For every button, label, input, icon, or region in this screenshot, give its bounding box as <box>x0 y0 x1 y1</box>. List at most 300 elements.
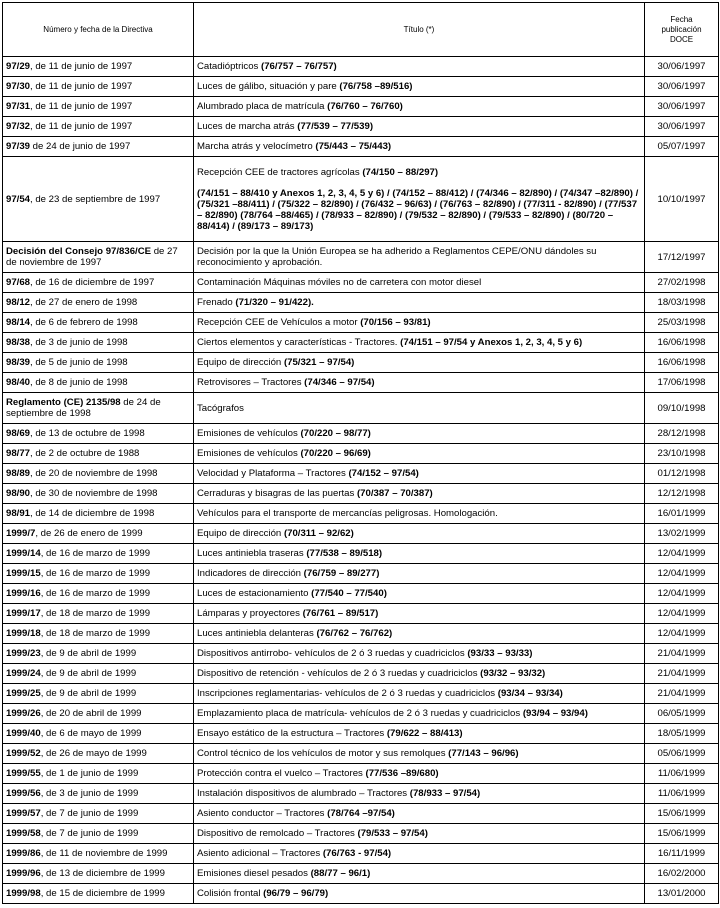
directive-title-cell <box>194 157 645 242</box>
publication-date: 16/01/1999 <box>645 504 719 524</box>
directive-date: , de 11 de junio de 1997 <box>30 81 133 92</box>
directive-number: 1999/86 <box>6 848 41 859</box>
publication-date: 17/06/1998 <box>645 373 719 393</box>
directive-title: Dispositivo de retención - vehículos de 2 ó 3 ruedas y cuadriciclos <box>197 668 481 679</box>
directive-title-cell <box>194 117 645 137</box>
directive-date: , de 1 de junio de 1999 <box>40 768 139 779</box>
directive-number-cell <box>3 157 194 242</box>
directive-title-cell <box>194 137 645 157</box>
directive-reference: (78/764 –97/54) <box>327 808 395 819</box>
directive-date: , de 16 de marzo de 1999 <box>40 548 151 559</box>
directive-reference: (77/540 – 77/540) <box>311 588 387 599</box>
publication-date: 25/03/1998 <box>645 313 719 333</box>
directive-number-cell <box>3 524 194 544</box>
directive-date: , de 14 de diciembre de 1998 <box>30 508 155 519</box>
directive-number: 97/29 <box>6 61 31 72</box>
publication-date: 12/04/1999 <box>645 544 719 564</box>
directive-title-cell <box>194 444 645 464</box>
header-publication-date <box>645 3 719 57</box>
directive-title: Ensayo estático de la estructura – Tractores <box>197 728 387 739</box>
table-row <box>3 524 719 544</box>
directive-title: Tacógrafos <box>197 402 244 414</box>
directive-title-cell <box>194 564 645 584</box>
directive-number: 1999/16 <box>6 588 41 599</box>
directive-date: , de 20 de noviembre de 1998 <box>30 468 158 479</box>
directive-date: , de 27 de enero de 1998 <box>30 297 138 308</box>
directive-reference: (78/933 – 97/54) <box>409 788 481 799</box>
directive-date: , de 8 de junio de 1998 <box>30 377 128 388</box>
directive-date: , de 3 de junio de 1998 <box>30 337 128 348</box>
directive-title: Emisiones de vehículos <box>197 448 301 459</box>
directive-date: , de 26 de enero de 1999 <box>35 528 143 539</box>
table-row <box>3 564 719 584</box>
directive-number-cell <box>3 644 194 664</box>
directive-title-cell <box>194 504 645 524</box>
directive-title-cell <box>194 333 645 353</box>
directive-title: Luces antiniebla delanteras <box>197 628 317 639</box>
publication-date: 12/04/1999 <box>645 624 719 644</box>
table-row <box>3 484 719 504</box>
directive-title-cell <box>194 684 645 704</box>
directive-number-cell <box>3 484 194 504</box>
publication-date: 11/06/1999 <box>645 784 719 804</box>
directive-title: Recepción CEE de Vehículos a motor <box>197 317 361 328</box>
table-row <box>3 624 719 644</box>
directive-number-cell <box>3 57 194 77</box>
publication-date: 15/06/1999 <box>645 824 719 844</box>
directive-title: Catadióptricos <box>197 61 261 72</box>
table-row <box>3 704 719 724</box>
directive-reference: (74/346 – 97/54) <box>304 377 375 388</box>
header-pub-line1: Fecha <box>670 14 693 24</box>
directive-title-cell <box>194 604 645 624</box>
table-row <box>3 424 719 444</box>
directive-title: Protección contra el vuelco – Tractores <box>197 768 366 779</box>
directive-title-cell <box>194 884 645 904</box>
directive-title-cell <box>194 313 645 333</box>
directive-title-cell <box>194 242 645 273</box>
publication-date: 16/02/2000 <box>645 864 719 884</box>
directive-number: 1999/55 <box>6 768 41 779</box>
directive-number-cell <box>3 464 194 484</box>
directive-reference: (70/311 – 92/62) <box>283 528 354 539</box>
directive-date: , de 11 de noviembre de 1999 <box>40 848 168 859</box>
directive-title-cell <box>194 724 645 744</box>
directive-number-cell <box>3 313 194 333</box>
header-title: Título (*) <box>194 3 645 57</box>
directive-title: Marcha atrás y velocímetro <box>197 141 316 152</box>
directive-date: , de 9 de abril de 1999 <box>40 668 137 679</box>
publication-date: 18/05/1999 <box>645 724 719 744</box>
publication-date: 30/06/1997 <box>645 77 719 97</box>
directive-number-cell <box>3 844 194 864</box>
directive-title: Luces de marcha atrás <box>197 121 298 132</box>
publication-date: 28/12/1998 <box>645 424 719 444</box>
directive-title: Dispositivos antirrobo- vehículos de 2 ó 3 ruedas y cuadriciclos <box>197 648 468 659</box>
table-header-row <box>3 3 719 57</box>
directive-date: , de 16 de marzo de 1999 <box>40 588 151 599</box>
publication-date: 12/04/1999 <box>645 604 719 624</box>
directive-title-cell <box>194 464 645 484</box>
directive-title: Inscripciones reglamentarias- vehículos de 2 ó 3 ruedas y cuadriciclos <box>197 688 498 699</box>
directive-number-cell <box>3 504 194 524</box>
table-row <box>3 242 719 273</box>
directive-title-cell <box>194 484 645 504</box>
publication-date: 16/11/1999 <box>645 844 719 864</box>
table-row <box>3 544 719 564</box>
directive-date: , de 9 de abril de 1999 <box>40 688 137 699</box>
directive-reference: (76/762 – 76/762) <box>316 628 393 639</box>
directive-date: , de 11 de junio de 1997 <box>30 121 133 132</box>
header-number-date: Número y fecha de la Directiva <box>3 3 194 57</box>
table-row <box>3 504 719 524</box>
directive-title: Emisiones de vehículos <box>197 428 301 439</box>
directive-title-cell <box>194 77 645 97</box>
directive-title: Luces de estacionamiento <box>197 588 312 599</box>
directive-reference: (76/758 –89/516) <box>339 81 413 92</box>
directive-date: , de 5 de junio de 1998 <box>30 357 128 368</box>
directive-number-cell <box>3 784 194 804</box>
directive-title-cell <box>194 864 645 884</box>
directive-number: 1999/96 <box>6 868 41 879</box>
publication-date: 05/06/1999 <box>645 744 719 764</box>
directive-date: , de 6 de mayo de 1999 <box>40 728 142 739</box>
directive-title: Indicadores de dirección <box>197 568 304 579</box>
directive-number: 1999/14 <box>6 548 41 559</box>
directive-title-cell <box>194 424 645 444</box>
directive-number: 1999/17 <box>6 608 41 619</box>
directive-date: , de 6 de febrero de 1998 <box>30 317 138 328</box>
publication-date: 12/04/1999 <box>645 564 719 584</box>
publication-date: 15/06/1999 <box>645 804 719 824</box>
directive-reference: (79/622 – 88/413) <box>386 728 463 739</box>
directive-reference: (76/763 - 97/54) <box>322 848 392 859</box>
directive-date: de 24 de septiembre de 1998 <box>6 397 161 419</box>
directive-title-cell <box>194 97 645 117</box>
directive-number: 1999/40 <box>6 728 41 739</box>
publication-date: 30/06/1997 <box>645 57 719 77</box>
directive-number: 1999/25 <box>6 688 41 699</box>
directive-reference: (71/320 – 91/422). <box>235 297 314 308</box>
table-row <box>3 864 719 884</box>
directive-date: , de 2 de octubre de 1988 <box>30 448 140 459</box>
directive-number: 98/91 <box>6 508 31 519</box>
directive-title: Lámparas y proyectores <box>197 608 303 619</box>
table-row <box>3 844 719 864</box>
table-row <box>3 584 719 604</box>
directive-number-cell <box>3 744 194 764</box>
directive-number-cell <box>3 117 194 137</box>
publication-date: 27/02/1998 <box>645 273 719 293</box>
directive-title: Colisión frontal <box>197 888 264 899</box>
directive-number: 97/39 <box>6 141 31 152</box>
header-pub-line2: publicación <box>661 24 702 34</box>
directive-number: 98/89 <box>6 468 31 479</box>
directive-title-cell <box>194 644 645 664</box>
directive-number-cell <box>3 624 194 644</box>
directive-reference: (77/539 – 77/539) <box>297 121 374 132</box>
directive-number: 97/30 <box>6 81 31 92</box>
table-row <box>3 604 719 624</box>
directive-title: Ciertos elementos y características - Tractores. <box>197 337 401 348</box>
table-row <box>3 373 719 393</box>
directive-number: 1999/98 <box>6 888 41 899</box>
table-row <box>3 804 719 824</box>
directive-date: , de 9 de abril de 1999 <box>40 648 137 659</box>
publication-date: 23/10/1998 <box>645 444 719 464</box>
directive-title: Emplazamiento placa de matrícula- vehículos de 2 ó 3 ruedas y cuadriciclos <box>197 708 523 719</box>
directive-number-cell <box>3 824 194 844</box>
table-row <box>3 724 719 744</box>
table-row <box>3 137 719 157</box>
directive-date: , de 11 de junio de 1997 <box>30 61 133 72</box>
directive-title: Equipo de dirección <box>197 357 284 368</box>
directive-title-cell <box>194 524 645 544</box>
directive-reference: (88/77 – 96/1) <box>310 868 371 879</box>
publication-date: 30/06/1997 <box>645 97 719 117</box>
table-row <box>3 444 719 464</box>
directive-reference: (70/220 – 96/69) <box>300 448 371 459</box>
directive-title: Cerraduras y bisagras de las puertas <box>197 488 357 499</box>
directive-title: Velocidad y Plataforma – Tractores <box>197 468 349 479</box>
directive-title-cell <box>194 544 645 564</box>
directive-number-cell <box>3 444 194 464</box>
directive-date: de 27 de noviembre de 1997 <box>6 246 178 268</box>
publication-date: 09/10/1998 <box>645 393 719 424</box>
directive-number-cell <box>3 293 194 313</box>
publication-date: 12/12/1998 <box>645 484 719 504</box>
directive-title-cell <box>194 293 645 313</box>
directive-title-cell <box>194 844 645 864</box>
directive-reference: (76/760 – 76/760) <box>327 101 403 112</box>
directive-number: 98/12 <box>6 297 31 308</box>
publication-date: 16/06/1998 <box>645 333 719 353</box>
directive-reference: (93/33 – 93/33) <box>467 648 533 659</box>
directive-number-cell <box>3 273 194 293</box>
directive-date: , de 13 de octubre de 1998 <box>30 428 145 439</box>
directive-number-cell <box>3 604 194 624</box>
directive-number: 98/69 <box>6 428 31 439</box>
table-row <box>3 157 719 242</box>
publication-date: 30/06/1997 <box>645 117 719 137</box>
directive-number-cell <box>3 704 194 724</box>
directive-reference: (70/387 – 70/387) <box>356 488 433 499</box>
table-row <box>3 117 719 137</box>
table-row <box>3 784 719 804</box>
directive-date: , de 26 de mayo de 1999 <box>40 748 147 759</box>
table-row <box>3 353 719 373</box>
table-row <box>3 884 719 904</box>
directive-reference: (96/79 – 96/79) <box>263 888 329 899</box>
directive-number: 98/38 <box>6 337 31 348</box>
publication-date: 21/04/1999 <box>645 664 719 684</box>
directive-number-cell <box>3 353 194 373</box>
directive-number: 1999/56 <box>6 788 41 799</box>
directive-number: 1999/52 <box>6 748 41 759</box>
directive-title: Retrovisores – Tractores <box>197 377 305 388</box>
directive-title: Equipo de dirección <box>197 528 284 539</box>
directive-number: 1999/58 <box>6 828 41 839</box>
publication-date: 17/12/1997 <box>645 242 719 273</box>
directive-title: Asiento conductor – Tractores <box>197 808 328 819</box>
directive-reference: (76/757 – 76/757) <box>261 61 337 72</box>
directive-number: 98/90 <box>6 488 31 499</box>
directive-title: Contaminación Máquinas móviles no de carretera con motor diesel <box>197 277 482 288</box>
table-row <box>3 464 719 484</box>
table-row <box>3 97 719 117</box>
directive-date: , de 13 de diciembre de 1999 <box>40 868 165 879</box>
directive-date: , de 23 de septiembre de 1997 <box>30 193 161 205</box>
directive-date: de 24 de junio de 1997 <box>30 141 131 152</box>
directive-reference: (93/94 – 93/94) <box>522 708 588 719</box>
directive-number-cell <box>3 564 194 584</box>
directive-reference: (70/220 – 98/77) <box>300 428 371 439</box>
directive-reference: (74/151 – 97/54 y Anexos 1, 2, 3, 4, 5 y 6) <box>400 337 583 348</box>
directive-number: 98/14 <box>6 317 31 328</box>
directive-reference: (77/143 – 96/96) <box>448 748 519 759</box>
publication-date: 06/05/1999 <box>645 704 719 724</box>
directive-number-cell <box>3 97 194 117</box>
directive-number-cell <box>3 584 194 604</box>
publication-date: 12/04/1999 <box>645 584 719 604</box>
directive-title: Control técnico de los vehículos de motor y sus remolques <box>197 748 449 759</box>
directive-reference: (75/443 – 75/443) <box>315 141 392 152</box>
directive-title: Recepción CEE de tractores agrícolas <box>197 166 363 178</box>
directive-number-cell <box>3 424 194 444</box>
directive-number-cell <box>3 884 194 904</box>
directive-title: Emisiones diesel pesados <box>197 868 311 879</box>
table-row <box>3 664 719 684</box>
directive-number-cell <box>3 373 194 393</box>
directive-number: Reglamento (CE) 2135/98 <box>6 397 121 408</box>
directive-title-cell <box>194 393 645 424</box>
publication-date: 13/01/2000 <box>645 884 719 904</box>
directive-date: , de 7 de junio de 1999 <box>40 808 139 819</box>
directive-title: Decisión por la que la Unión Europea se ha adherido a Reglamentos CEPE/ONU dándoles su reconocimiento y aprobación. <box>197 246 597 268</box>
directive-date: , de 16 de marzo de 1999 <box>40 568 151 579</box>
directive-number-cell <box>3 764 194 784</box>
directive-number-cell <box>3 393 194 424</box>
directive-date: , de 30 de noviembre de 1998 <box>30 488 158 499</box>
directive-title-cell <box>194 353 645 373</box>
directive-reference: (79/533 – 97/54) <box>357 828 428 839</box>
directive-number: 1999/18 <box>6 628 41 639</box>
directive-extra-references: (74/151 – 88/410 y Anexos 1, 2, 3, 4, 5 y 6) / (74/152 – 88/412) / (74/346 – 82/890) / (74/347 –82/890) / (75/321 –88/411) / (75/322 – 82/890) / (76/432 – 96/63) / (76/763 – 82/890) / (77/311 - 82/890) / (77/537 – 82/890) (78/764 –88/465) / (78/933 – 82/890) / (79/532 – 82/890) / (79/533 – 82/890) / (80/720 – 88/414) / (89/173 – 89/173) <box>197 187 639 232</box>
directive-date: , de 18 de marzo de 1999 <box>40 628 151 639</box>
directive-title-cell <box>194 784 645 804</box>
spacer <box>197 178 641 188</box>
table-row <box>3 684 719 704</box>
publication-date: 10/10/1997 <box>645 157 719 242</box>
directive-title: Dispositivo de remolcado – Tractores <box>197 828 358 839</box>
table-row <box>3 764 719 784</box>
directive-reference: (74/150 – 88/297) <box>362 166 439 178</box>
table-row <box>3 77 719 97</box>
directive-title-cell <box>194 373 645 393</box>
publication-date: 16/06/1998 <box>645 353 719 373</box>
publication-date: 21/04/1999 <box>645 684 719 704</box>
directive-number-cell <box>3 724 194 744</box>
directive-reference: (76/759 – 89/277) <box>303 568 380 579</box>
directive-date: , de 16 de diciembre de 1997 <box>30 277 155 288</box>
directive-date: , de 11 de junio de 1997 <box>30 101 133 112</box>
directive-reference: (74/152 – 97/54) <box>348 468 419 479</box>
directive-number: 1999/57 <box>6 808 41 819</box>
directive-number-cell <box>3 544 194 564</box>
table-row <box>3 333 719 353</box>
directive-reference: (70/156 – 93/81) <box>360 317 431 328</box>
directive-number: 98/40 <box>6 377 31 388</box>
table-row <box>3 644 719 664</box>
directive-number: 98/77 <box>6 448 31 459</box>
directive-title: Frenado <box>197 297 236 308</box>
directive-number: Decisión del Consejo 97/836/CE <box>6 246 152 257</box>
table-row <box>3 293 719 313</box>
table-row <box>3 313 719 333</box>
directive-title-cell <box>194 664 645 684</box>
directive-title-cell <box>194 57 645 77</box>
directive-number: 1999/26 <box>6 708 41 719</box>
directive-number: 97/31 <box>6 101 31 112</box>
directive-title-cell <box>194 624 645 644</box>
directives-page <box>2 2 718 904</box>
table-row <box>3 824 719 844</box>
table-row <box>3 393 719 424</box>
directive-number-cell <box>3 684 194 704</box>
publication-date: 13/02/1999 <box>645 524 719 544</box>
directive-title: Luces antiniebla traseras <box>197 548 307 559</box>
directive-number: 97/32 <box>6 121 31 132</box>
publication-date: 18/03/1998 <box>645 293 719 313</box>
publication-date: 01/12/1998 <box>645 464 719 484</box>
directive-number-cell <box>3 333 194 353</box>
directive-title: Luces de gálibo, situación y pare <box>197 81 340 92</box>
directive-number: 1999/15 <box>6 568 41 579</box>
directive-date: , de 3 de junio de 1999 <box>40 788 139 799</box>
directive-number: 98/39 <box>6 357 31 368</box>
directive-reference: (75/321 – 97/54) <box>283 357 355 368</box>
header-pub-line3: DOCE <box>669 34 694 44</box>
directive-reference: (93/32 – 93/32) <box>480 668 546 679</box>
directive-number: 1999/23 <box>6 648 41 659</box>
directive-title-cell <box>194 764 645 784</box>
directive-title: Asiento adicional – Tractores <box>197 848 323 859</box>
directive-title-cell <box>194 804 645 824</box>
directive-number: 1999/7 <box>6 528 36 539</box>
directive-number: 97/68 <box>6 277 31 288</box>
directive-title-cell <box>194 584 645 604</box>
publication-date: 11/06/1999 <box>645 764 719 784</box>
table-row <box>3 273 719 293</box>
directive-date: , de 15 de diciembre de 1999 <box>40 888 165 899</box>
directive-number-cell <box>3 664 194 684</box>
publication-date: 21/04/1999 <box>645 644 719 664</box>
directive-number-cell <box>3 804 194 824</box>
directive-number-cell <box>3 242 194 273</box>
directive-reference: (93/34 – 93/34) <box>497 688 563 699</box>
directive-title-cell <box>194 824 645 844</box>
publication-date: 05/07/1997 <box>645 137 719 157</box>
directive-date: , de 18 de marzo de 1999 <box>40 608 151 619</box>
directive-reference: (77/538 – 89/518) <box>306 548 383 559</box>
directives-table <box>2 2 719 904</box>
directive-reference: (77/536 –89/680) <box>365 768 439 779</box>
directive-title-cell <box>194 744 645 764</box>
directive-number-cell <box>3 77 194 97</box>
directive-title-cell <box>194 704 645 724</box>
table-row <box>3 744 719 764</box>
directive-date: , de 7 de junio de 1999 <box>40 828 139 839</box>
